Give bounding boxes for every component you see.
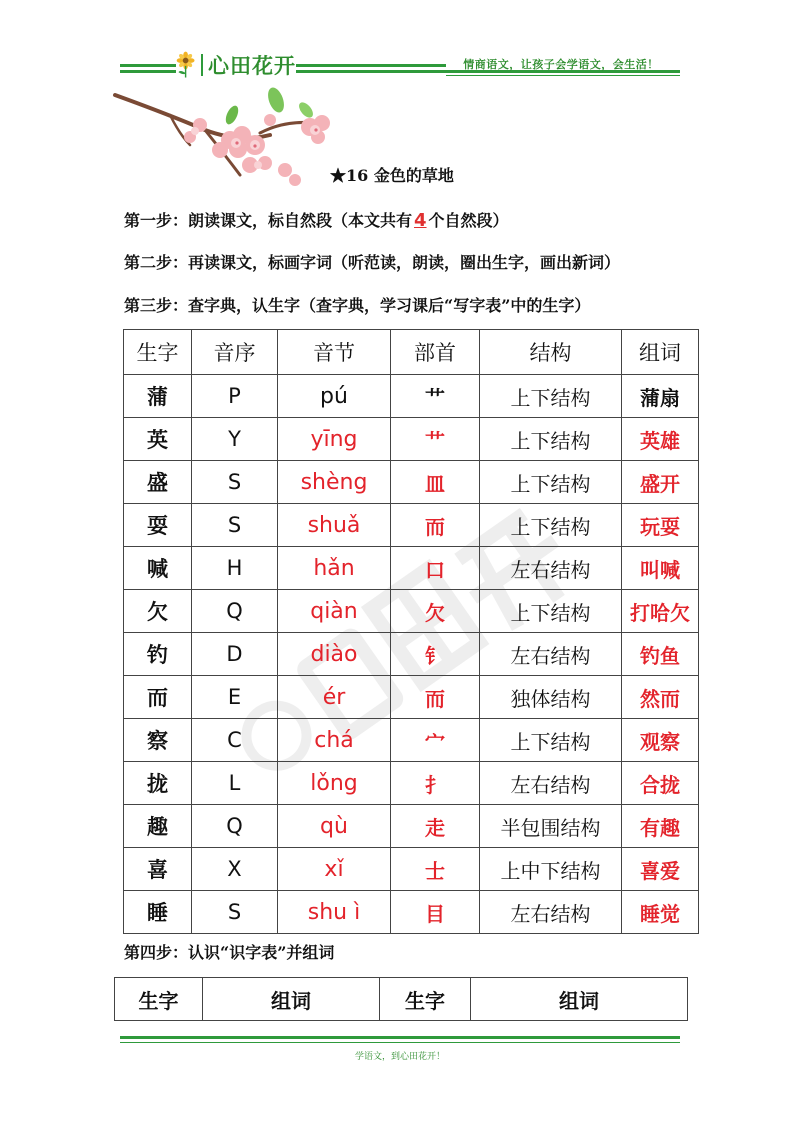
table-row [124, 633, 699, 676]
structure-cell: 上中下结构 [480, 848, 622, 891]
pinyin-cell: pú [278, 375, 391, 418]
radical-cell: 士 [391, 848, 480, 891]
footer-line-1 [120, 1036, 680, 1039]
character-table-header [124, 330, 699, 375]
header-cell: 音节 [278, 330, 391, 375]
step-4: 第四步：认识“识字表”并组词 [124, 943, 335, 962]
header-bar-left-2 [120, 70, 176, 73]
header-cell: 组词 [203, 978, 380, 1021]
word-cell: 打哈欠 [622, 590, 699, 633]
radical-cell: 而 [391, 676, 480, 719]
radical-cell: 走 [391, 805, 480, 848]
structure-cell: 上下结构 [480, 504, 622, 547]
character-table [123, 329, 699, 934]
structure-cell: 上下结构 [480, 719, 622, 762]
word-cell: 叫喊 [622, 547, 699, 590]
header-cell: 组词 [622, 330, 699, 375]
word-cell: 盛开 [622, 461, 699, 504]
radical-cell: 口 [391, 547, 480, 590]
lesson-title: ★16 金色的草地 [330, 166, 454, 185]
pinyin-cell: chá [278, 719, 391, 762]
radical-cell: 皿 [391, 461, 480, 504]
logo-text: 心田花开 [208, 54, 296, 78]
structure-cell: 独体结构 [480, 676, 622, 719]
word-cell: 蒲扇 [622, 375, 699, 418]
radical-cell: 艹 [391, 375, 480, 418]
order-cell: Q [192, 590, 278, 633]
word-cell: 玩耍 [622, 504, 699, 547]
logo-separator [201, 54, 203, 76]
word-cell: 英雄 [622, 418, 699, 461]
table-row [124, 547, 699, 590]
char-cell: 蒲 [124, 375, 192, 418]
table-row [124, 719, 699, 762]
pinyin-cell: hǎn [278, 547, 391, 590]
word-cell: 然而 [622, 676, 699, 719]
header-cell: 生字 [380, 978, 471, 1021]
pinyin-cell: qiàn [278, 590, 391, 633]
pinyin-cell: shu ì [278, 891, 391, 934]
cherry-blossom-branch-icon [110, 85, 350, 200]
char-cell: 睡 [124, 891, 192, 934]
order-cell: L [192, 762, 278, 805]
vocab-table-header [115, 978, 688, 1021]
footer-text: 学语文，到心田花开！ [354, 1052, 445, 1062]
radical-cell: 艹 [391, 418, 480, 461]
order-cell: Y [192, 418, 278, 461]
paragraph-count: 4 [414, 210, 427, 231]
pinyin-cell: diào [278, 633, 391, 676]
radical-cell: 欠 [391, 590, 480, 633]
header-cell: 部首 [391, 330, 480, 375]
order-cell: Q [192, 805, 278, 848]
word-cell: 睡觉 [622, 891, 699, 934]
table-row [124, 762, 699, 805]
structure-cell: 上下结构 [480, 418, 622, 461]
order-cell: H [192, 547, 278, 590]
header-bar-mid-2 [296, 70, 446, 73]
char-cell: 而 [124, 676, 192, 719]
step-3: 第三步：查字典，认生字（查字典，学习课后“写字表”中的生字） [124, 296, 591, 315]
header-cell: 组词 [471, 978, 688, 1021]
structure-cell: 左右结构 [480, 762, 622, 805]
word-cell: 钓鱼 [622, 633, 699, 676]
table-row [124, 848, 699, 891]
order-cell: S [192, 891, 278, 934]
table-row [124, 504, 699, 547]
radical-cell: 而 [391, 504, 480, 547]
header-cell: 音序 [192, 330, 278, 375]
structure-cell: 左右结构 [480, 547, 622, 590]
structure-cell: 左右结构 [480, 633, 622, 676]
word-cell: 合拢 [622, 762, 699, 805]
order-cell: D [192, 633, 278, 676]
structure-cell: 上下结构 [480, 461, 622, 504]
header-bar-left-1 [120, 64, 176, 67]
char-cell: 盛 [124, 461, 192, 504]
header-bar-right-2 [446, 75, 680, 76]
word-cell: 观察 [622, 719, 699, 762]
word-cell: 有趣 [622, 805, 699, 848]
header-bar-mid-1 [296, 64, 446, 67]
char-cell: 欠 [124, 590, 192, 633]
char-cell: 趣 [124, 805, 192, 848]
pinyin-cell: lǒng [278, 762, 391, 805]
step-1-suffix: 个自然段） [428, 211, 509, 230]
structure-cell: 上下结构 [480, 590, 622, 633]
header-cell: 生字 [124, 330, 192, 375]
pinyin-cell: shuǎ [278, 504, 391, 547]
step-1-prefix: 第一步：朗读课文，标自然段（本文共有 [124, 211, 413, 230]
radical-cell: 扌 [391, 762, 480, 805]
header-cell: 结构 [480, 330, 622, 375]
sunflower-logo-icon [174, 50, 197, 80]
radical-cell: 宀 [391, 719, 480, 762]
structure-cell: 半包围结构 [480, 805, 622, 848]
radical-cell: 钅 [391, 633, 480, 676]
pinyin-cell: qù [278, 805, 391, 848]
order-cell: P [192, 375, 278, 418]
char-cell: 耍 [124, 504, 192, 547]
pinyin-cell: shèng [278, 461, 391, 504]
pinyin-cell: yīng [278, 418, 391, 461]
header-slogan: 情商语文，让孩子会学语文，会生活！ [463, 58, 659, 71]
order-cell: S [192, 461, 278, 504]
step-2: 第二步：再读课文，标画字词（听范读，朗读，圈出生字，画出新词） [124, 253, 621, 272]
header-cell: 生字 [115, 978, 203, 1021]
order-cell: E [192, 676, 278, 719]
radical-cell: 目 [391, 891, 480, 934]
table-row [124, 461, 699, 504]
order-cell: X [192, 848, 278, 891]
table-row [124, 676, 699, 719]
table-row [124, 590, 699, 633]
char-cell: 钓 [124, 633, 192, 676]
char-cell: 喊 [124, 547, 192, 590]
step-1 [124, 208, 509, 231]
table-row [124, 891, 699, 934]
char-cell: 察 [124, 719, 192, 762]
order-cell: C [192, 719, 278, 762]
footer-line-2 [120, 1042, 680, 1043]
table-row [124, 418, 699, 461]
vocab-table [114, 977, 688, 1021]
table-row [124, 375, 699, 418]
char-cell: 英 [124, 418, 192, 461]
char-cell: 喜 [124, 848, 192, 891]
structure-cell: 左右结构 [480, 891, 622, 934]
char-cell: 拢 [124, 762, 192, 805]
order-cell: S [192, 504, 278, 547]
brand-logo [174, 48, 296, 82]
structure-cell: 上下结构 [480, 375, 622, 418]
table-row [124, 805, 699, 848]
pinyin-cell: xǐ [278, 848, 391, 891]
pinyin-cell: ér [278, 676, 391, 719]
word-cell: 喜爱 [622, 848, 699, 891]
